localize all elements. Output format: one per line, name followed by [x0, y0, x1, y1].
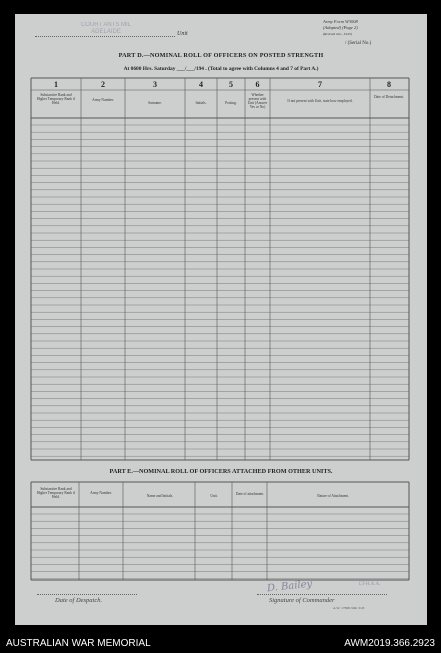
- stamp-line1: COURT ANTS MIL: [80, 22, 132, 28]
- caption-left: AUSTRALIAN WAR MEMORIAL: [6, 638, 151, 649]
- part-d-subtitle: At 0600 Hrs. Saturday ___/___/194 . (Total to agree with Columns 4 and 7 of Part A.): [123, 66, 319, 72]
- col-num-6: 6: [255, 80, 260, 89]
- col-num-5: 5: [229, 80, 233, 89]
- printer-line: A.W. 17698-50m 3/43: [333, 606, 365, 610]
- part-e-title: PART E.—NOMINAL ROLL OF OFFICERS ATTACHED FROM OTHER UNITS.: [109, 468, 333, 475]
- col-num-1: 1: [54, 80, 58, 89]
- col-text-2: Army Number.: [92, 98, 114, 102]
- col-text-7: If not present with Unit, state how employed.: [287, 99, 353, 103]
- signature-label: Signature of Commander: [269, 597, 335, 604]
- caption-right: AWM2019.366.2923: [344, 638, 435, 649]
- col-text-6: Whether present with Unit (Answer Yes or No): [247, 93, 268, 109]
- e-col-text-5: Date of attachment.: [235, 492, 265, 496]
- date-of-despatch-label: Date of Despatch.: [55, 597, 103, 604]
- col-num-8: 8: [387, 80, 391, 89]
- signature-script: D. Bailey: [266, 578, 313, 595]
- e-col-text-1: Substantive Rank and Higher Temporary Rank if Held.: [36, 487, 76, 499]
- stamp-right: LT-H.A.A.: [359, 582, 381, 587]
- col-text-3: Surname.: [148, 101, 162, 105]
- part-d-table: [15, 14, 427, 625]
- e-col-text-6: Nature of Attachment.: [316, 494, 350, 498]
- col-num-7: 7: [318, 80, 322, 89]
- unit-label: Unit: [177, 31, 188, 37]
- caption-bar: [0, 632, 441, 653]
- e-col-text-3: Name and Initials.: [146, 494, 174, 498]
- col-text-1: Substantive Rank and Higher Temporary Rank if Held.: [36, 93, 76, 105]
- revised-label: (Revised Jan., 1943): [323, 32, 352, 36]
- serial-label: / (Serial No.): [345, 41, 372, 46]
- part-d-title: PART D.—NOMINAL ROLL OF OFFICERS ON POSTED STRENGTH: [118, 52, 324, 59]
- signature-line: [257, 594, 387, 595]
- army-form-label: Army Form W3008: [323, 19, 358, 24]
- col-text-8: Date of Detachment.: [374, 95, 404, 99]
- col-text-4: Initials.: [195, 101, 207, 105]
- col-num-3: 3: [153, 80, 157, 89]
- date-line: [37, 594, 137, 595]
- col-text-5: Posting.: [225, 101, 237, 105]
- e-col-text-2: Army Number.: [90, 491, 112, 495]
- col-num-4: 4: [199, 80, 203, 89]
- adapted-label: (Adapted) (Page 2): [323, 25, 358, 30]
- stamp-line2: ADELAIDE: [91, 29, 121, 35]
- e-col-text-4: Unit.: [210, 494, 218, 498]
- col-num-2: 2: [101, 80, 105, 89]
- form-sheet: [15, 14, 427, 625]
